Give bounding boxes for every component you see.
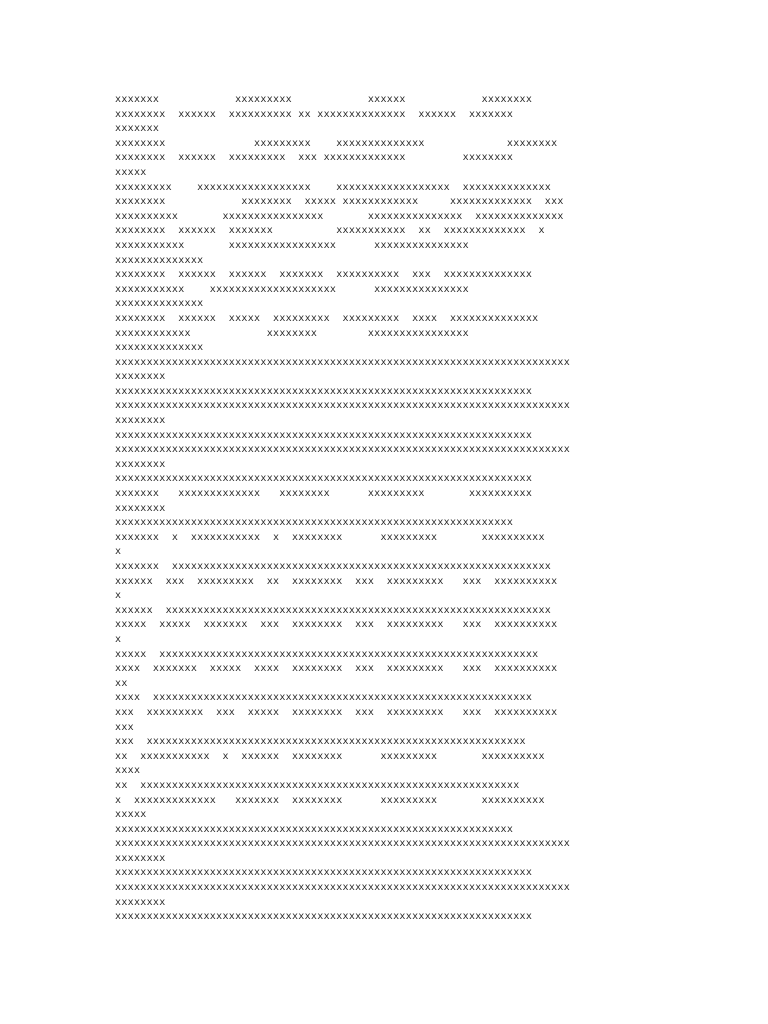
document-text-line: xxx (115, 721, 134, 733)
document-text-line: xxxxxxxx (115, 458, 166, 470)
document-text-line: xxxxx xxxxx xxxxxxx xxx xxxxxxxx xxx xxxxxxxxx xxx xxxxxxxxxx (115, 619, 558, 631)
document-text-line: xxxxxxx x xxxxxxxxxxx x xxxxxxxx xxxxxxxxx xxxxxxxxxx (115, 531, 545, 543)
document-text-line: xxxxxxxxx xxxxxxxxxxxxxxxxxx xxxxxxxxxxxxxxxxxx xxxxxxxxxxxxxx (115, 181, 552, 193)
document-text-line: xxxxxxxx xxxxxx xxxxxxxxxx xx xxxxxxxxxxxxxx xxxxxx xxxxxxx (115, 108, 514, 120)
document-text-line: xxxxxxx xxxxxxxxxxxxxxxxxxxxxxxxxxxxxxxxxxxxxxxxxxxxxxxxxxxxxxxxxxxx (115, 561, 552, 572)
document-text-line: xxx xxxxxxxxxxxxxxxxxxxxxxxxxxxxxxxxxxxxxxxxxxxxxxxxxxxxxxxxxxxx (115, 736, 526, 748)
document-text-line: xxxxxxxxxxxxxxxxxxxxxxxxxxxxxxxxxxxxxxxxxxxxxxxxxxxxxxxxxxxxxxxxxxxxxxxx (115, 400, 571, 412)
document-text-line: xxxxxxxxxxxx xxxxxxxx xxxxxxxxxxxxxxxx (115, 327, 469, 339)
document-text-line: xxxxxxxxxxxxxxxxxxxxxxxxxxxxxxxxxxxxxxxxxxxxxxxxxxxxxxxxxxxxxxxxxxxxxxxx (115, 882, 571, 894)
document-text-line: xxxxxxxxxxxxxxxxxxxxxxxxxxxxxxxxxxxxxxxxxxxxxxxxxxxxxxxxxxxxxxxxxxxxxxxx (115, 838, 571, 850)
document-text-line: xxxxxxxx xxxxxxxx xxxxx xxxxxxxxxxxx xxxxxxxxxxxxx xxx (115, 196, 564, 208)
document-text-line: xxxxx xxxxxxxxxxxxxxxxxxxxxxxxxxxxxxxxxxxxxxxxxxxxxxxxxxxxxxxxxxxx (115, 648, 539, 660)
document-text-line: x (115, 546, 122, 558)
document-text-line: xxxxxxxx (115, 502, 166, 514)
document-text-line: xxxxxxxxxxxxxxxxxxxxxxxxxxxxxxxxxxxxxxxxxxxxxxxxxxxxxxxxxxxxxxxxxx (115, 385, 533, 397)
document-text-line: xxxxxxxxxxxxxxxxxxxxxxxxxxxxxxxxxxxxxxxxxxxxxxxxxxxxxxxxxxxxxxxxxx (115, 867, 533, 879)
document-text-line: xxxxxxx (115, 123, 160, 135)
document-text-line: xxxx xxxxxxx xxxxx xxxx xxxxxxxx xxx xxxxxxxxx xxx xxxxxxxxxx (115, 663, 558, 675)
document-text-line: xxxx (115, 765, 141, 777)
document-text-line: xxxxxxx xxxxxxxxxxxxx xxxxxxxx xxxxxxxxx xxxxxxxxxx (115, 488, 533, 500)
document-text-line: xxxxxxxxxxxxxxxxxxxxxxxxxxxxxxxxxxxxxxxxxxxxxxxxxxxxxxxxxxxxxxx (115, 517, 514, 529)
document-text-line: xxxxxxxx (115, 896, 166, 908)
document-text-line: xxxxxxxxxxxxxx (115, 342, 204, 354)
document-text-line: xxxxxxxxxxxxxx (115, 298, 204, 310)
document-text-line: xxxxxxxxxxxxxxxxxxxxxxxxxxxxxxxxxxxxxxxxxxxxxxxxxxxxxxxxxxxxxxxxxx (115, 473, 533, 485)
document-text-line: xxxxx (115, 166, 147, 178)
document-text-line: xxxxxxxx (115, 371, 166, 383)
document-text-line: xxxxxx xxx xxxxxxxxx xx xxxxxxxx xxx xxxxxxxxx xxx xxxxxxxxxx (115, 575, 558, 587)
document-text-line: xx xxxxxxxxxxx x xxxxxx xxxxxxxx xxxxxxxxx xxxxxxxxxx (115, 750, 545, 762)
document-text-line: xxxxxxxxxxx xxxxxxxxxxxxxxxxx xxxxxxxxxxxxxxx (115, 239, 469, 251)
document-text-line: x xxxxxxxxxxxxx xxxxxxx xxxxxxxx xxxxxxxxx xxxxxxxxxx (115, 794, 545, 806)
document-text-line: xxxxxxxx xxxxxx xxxxxxx xxxxxxxxxxx xx xxxxxxxxxxxxx x (115, 225, 545, 237)
document-text-line: xxxxxxxx xxxxxx xxxxx xxxxxxxxx xxxxxxxxx xxxx xxxxxxxxxxxxxx (115, 312, 539, 324)
document-text-line: xxxxxxxxxxxxxxxxxxxxxxxxxxxxxxxxxxxxxxxxxxxxxxxxxxxxxxxxxxxxxxx (115, 823, 514, 835)
document-text-line: xxxxxxxx xxxxxx xxxxxx xxxxxxx xxxxxxxxxx xxx xxxxxxxxxxxxxx (115, 269, 533, 281)
document-text-line: xxxxx (115, 809, 147, 821)
document-text-line: xxxxxxxxxxxxxxxxxxxxxxxxxxxxxxxxxxxxxxxxxxxxxxxxxxxxxxxxxxxxxxxxxx (115, 429, 533, 441)
document-text-line: xxxxxxxx (115, 852, 166, 864)
document-text-line: x (115, 633, 122, 645)
document-text-line: x (115, 590, 122, 602)
document-text-line: xx xxxxxxxxxxxxxxxxxxxxxxxxxxxxxxxxxxxxxxxxxxxxxxxxxxxxxxxxxxxx (115, 779, 520, 791)
document-text-line: xxx xxxxxxxxx xxx xxxxx xxxxxxxx xxx xxxxxxxxx xxx xxxxxxxxxx (115, 706, 558, 718)
document-text-line: xxxxxxx xxxxxxxxx xxxxxx xxxxxxxx (115, 94, 533, 105)
document-text-line: xxxxxxxxxxxxxxxxxxxxxxxxxxxxxxxxxxxxxxxxxxxxxxxxxxxxxxxxxxxxxxxxxxxxxxxx (115, 444, 571, 456)
document-text-line: xxxxxxxxxxx xxxxxxxxxxxxxxxxxxxx xxxxxxxxxxxxxxx (115, 283, 469, 295)
document-text-line: xxxxxxxxxxxxxxxxxxxxxxxxxxxxxxxxxxxxxxxxxxxxxxxxxxxxxxxxxxxxxxxxxx (115, 911, 533, 923)
document-text-line: xxxxxxxxxxxxxxxxxxxxxxxxxxxxxxxxxxxxxxxxxxxxxxxxxxxxxxxxxxxxxxxxxxxxxxxx (115, 356, 571, 368)
document-text-line: xxxxxx xxxxxxxxxxxxxxxxxxxxxxxxxxxxxxxxxxxxxxxxxxxxxxxxxxxxxxxxxxxxx (115, 604, 552, 616)
document-text-line: xxxxxxxx xxxxxx xxxxxxxxx xxx xxxxxxxxxxxxx xxxxxxxx (115, 152, 514, 164)
document-text-line: xxxx xxxxxxxxxxxxxxxxxxxxxxxxxxxxxxxxxxxxxxxxxxxxxxxxxxxxxxxxxxxx (115, 692, 533, 704)
document-text-block (115, 93, 715, 925)
document-text-line: xxxxxxxx (115, 415, 166, 427)
document-text-line: xxxxxxxxxx xxxxxxxxxxxxxxxx xxxxxxxxxxxxxxx xxxxxxxxxxxxxx (115, 210, 564, 222)
document-text-line: xx (115, 677, 128, 689)
document-text-line: xxxxxxxxxxxxxx (115, 254, 204, 266)
document-text-line: xxxxxxxx xxxxxxxxx xxxxxxxxxxxxxx xxxxxxxx (115, 137, 558, 149)
